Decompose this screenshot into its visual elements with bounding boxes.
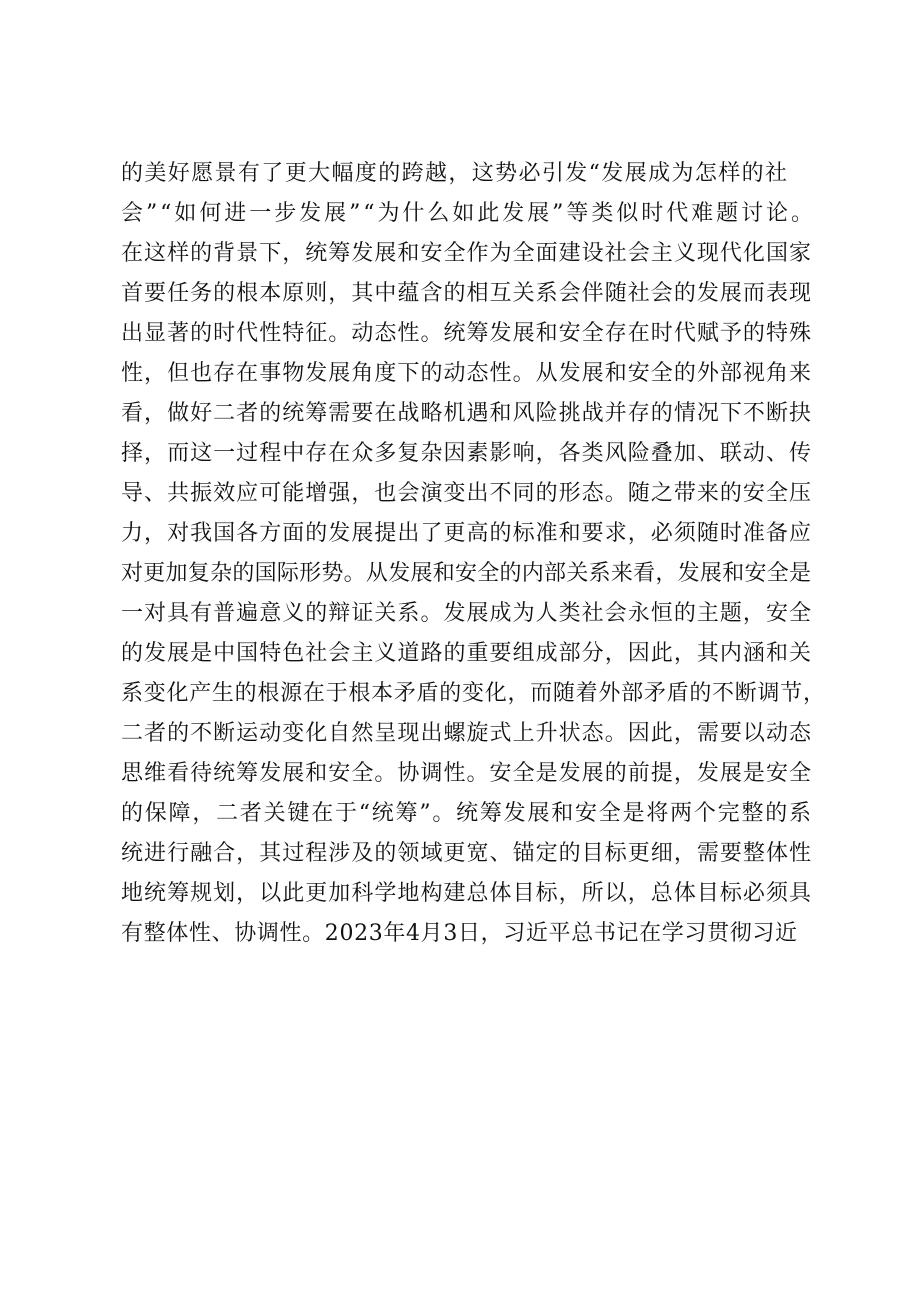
text-line-17: 的保障，二者关键在于“统筹”。统筹发展和安全是将两个完整的系 (121, 801, 813, 826)
text-line-11: 对更加复杂的国际形势。从发展和安全的内部关系来看，发展和安全是 (121, 561, 812, 586)
text-line-1: 的美好愿景有了更大幅度的跨越，这势必引发“发展成为怎样的社 (121, 161, 789, 186)
text-line-6: 性，但也存在事物发展角度下的动态性。从发展和安全的外部视角来 (121, 361, 813, 386)
text-line-8: 择，而这一过程中存在众多复杂因素影响，各类风险叠加、联动、传 (121, 441, 813, 466)
text-line-2: 会”“如何进一步发展”“为什么如此发展”等类似时代难题讨论。 (121, 201, 816, 226)
text-line-4: 首要任务的根本原则，其中蕴含的相互关系会伴随社会的发展而表现 (121, 281, 813, 306)
text-line-15: 二者的不断运动变化自然呈现出螺旋式上升状态。因此，需要以动态 (121, 721, 813, 746)
text-line-16: 思维看待统筹发展和安全。协调性。安全是发展的前提，发展是安全 (121, 761, 813, 786)
text-line-3: 在这样的背景下，统筹发展和安全作为全面建设社会主义现代化国家 (121, 241, 813, 266)
text-line-13: 的发展是中国特色社会主义道路的重要组成部分，因此，其内涵和关 (121, 641, 813, 666)
text-line-7: 看，做好二者的统筹需要在战略机遇和风险挑战并存的情况下不断抉 (121, 401, 813, 426)
text-line-12: 一对具有普遍意义的辩证关系。发展成为人类社会永恒的主题，安全 (121, 601, 813, 626)
text-line-18: 统进行融合，其过程涉及的领域更宽、锚定的目标更细，需要整体性 (121, 841, 813, 866)
text-line-14: 系变化产生的根源在于根本矛盾的变化，而随着外部矛盾的不断调节， (121, 681, 826, 706)
text-line-19: 地统筹规划，以此更加科学地构建总体目标，所以，总体目标必须具 (121, 881, 813, 906)
text-line-20: 有整体性、协调性。2023年4月3日，习近平总书记在学习贯彻习近 (121, 921, 798, 946)
text-line-5: 出显著的时代性特征。动态性。统筹发展和安全存在时代赋予的特殊 (121, 321, 813, 346)
text-line-10: 力，对我国各方面的发展提出了更高的标准和要求，必须随时准备应 (121, 521, 813, 546)
text-line-9: 导、共振效应可能增强，也会演变出不同的形态。随之带来的安全压 (121, 481, 813, 506)
